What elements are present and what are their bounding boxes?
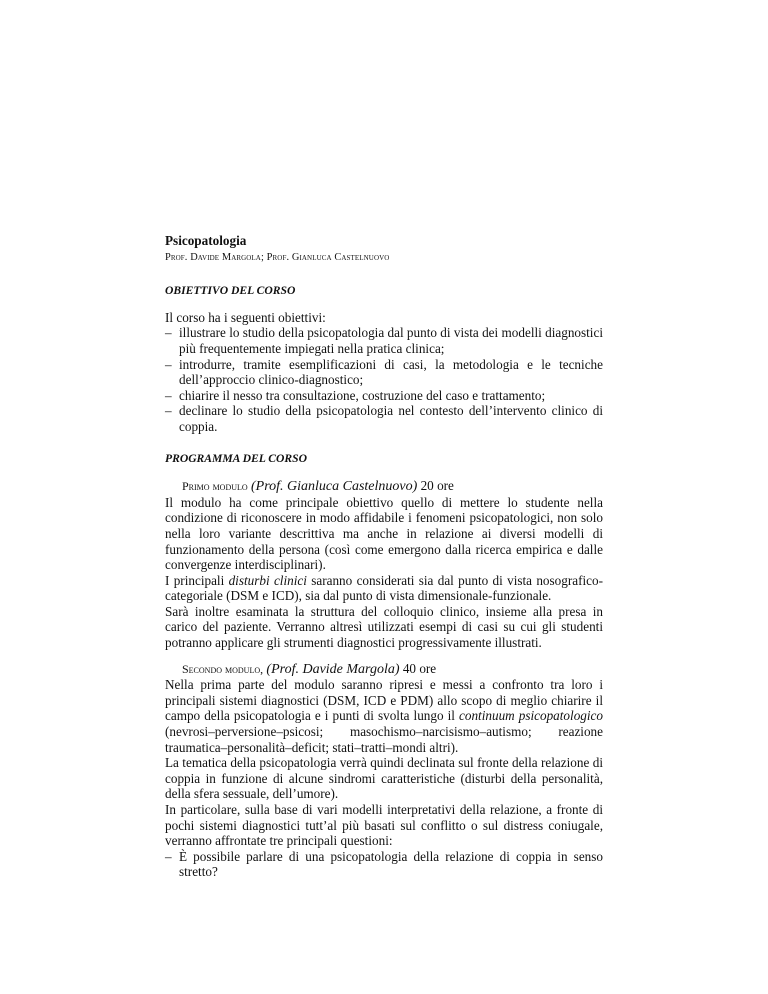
- module2-p1-post: (nevrosi–perversione–psicosi; masochismo–narcisismo–autismo; reazione traumatica–personalità–deficit; stati–tratti–mondi altri).: [165, 724, 603, 755]
- objective-item: – introdurre, tramite esemplificazioni di casi, la metodologia e le tecniche dell’approccio clinico-diagnostico;: [165, 357, 603, 388]
- module1-p2-post: saranno considerati sia dal punto di vista nosografico-categoriale (DSM e ICD), sia dal punto di vista dimensionale-funzionale.: [165, 572, 603, 604]
- professors-text: Prof. Davide Margola; Prof. Gianluca Castelnuovo: [165, 251, 390, 263]
- module2-paragraph-2: La tematica della psicopatologia verrà quindi declinata sul fronte della relazione di coppia in funzione di alcune sindromi caratteristiche (disturbi della personalità, della sfera sessuale, dell’umore).: [165, 755, 603, 802]
- document-page: [165, 233, 603, 880]
- course-professors: [165, 250, 603, 266]
- module1-p2-em: disturbi clinici: [228, 572, 307, 588]
- module1-paragraph-1: Il modulo ha come principale obiettivo quello di mettere lo studente nella condizione di riconoscere in modo affidabile i fenomeni psicopatologici, non solo nella loro variante descrittiva ma anche in relazione ai diversi modelli di funzionamento della persona (così come emergono dalla ricerca empirica e dalle convergenze interdisciplinari).: [165, 494, 603, 573]
- module2-p1-em: continuum psicopatologico: [459, 708, 603, 724]
- module2-hours: 40 ore: [402, 660, 437, 676]
- module1-p2-pre: I principali: [165, 572, 229, 588]
- module1-paragraph-3: Sarà inoltre esaminata la struttura del colloquio clinico, insieme alla presa in carico del paziente. Verranno altresì utilizzati esempi di casi su cui gli studenti potranno applicare gli strumenti diagnostici progressivamente illustrati.: [165, 603, 603, 651]
- module1-hours: 20 ore: [420, 478, 454, 494]
- objective-item: – chiarire il nesso tra consultazione, costruzione del caso e trattamento;: [165, 388, 603, 404]
- program-heading: PROGRAMMA DEL CORSO: [165, 451, 307, 465]
- module2-p1-pre: Nella prima parte del modulo saranno ripresi e messi a confronto tra loro i principali sistemi diagnostici (DSM, ICD e PDM) allo scopo di meglio chiarire il campo della psicopatologia e i punti di svolta lungo il: [165, 677, 603, 724]
- objectives-heading: OBIETTIVO DEL CORSO: [165, 284, 296, 298]
- module2-prof: (Prof. Davide Margola): [266, 661, 400, 677]
- objectives-intro: Il corso ha i seguenti obiettivi:: [165, 309, 326, 325]
- objective-item: – illustrare lo studio della psicopatologia dal punto di vista dei modelli diagnostici più frequentemente impiegati nella pratica clinica;: [165, 325, 603, 356]
- objective-item: – declinare lo studio della psicopatologia nel contesto dell’intervento clinico di coppia.: [165, 403, 603, 434]
- module1-paragraph-2: [165, 573, 603, 604]
- course-title: Psicopatologia: [165, 233, 247, 248]
- module1-label: Primo modulo: [182, 479, 248, 494]
- module2-heading: [165, 661, 603, 678]
- module1-heading: [165, 478, 603, 495]
- module2-questions: [165, 849, 603, 880]
- question-item: – È possibile parlare di una psicopatologia della relazione di coppia in senso stretto?: [165, 849, 603, 880]
- module2-paragraph-3: In particolare, sulla base di vari modelli interpretativi della relazione, a fronte di pochi sistemi diagnostici tutt’al più basati sul conflitto o sul distress coniugale, verranno affrontate tre principali questioni:: [165, 802, 603, 849]
- module2-label: Secondo modulo,: [182, 661, 264, 676]
- module1-prof: (Prof. Gianluca Castelnuovo): [250, 479, 418, 495]
- objectives-list: [165, 325, 603, 434]
- module2-paragraph-1: [165, 677, 603, 755]
